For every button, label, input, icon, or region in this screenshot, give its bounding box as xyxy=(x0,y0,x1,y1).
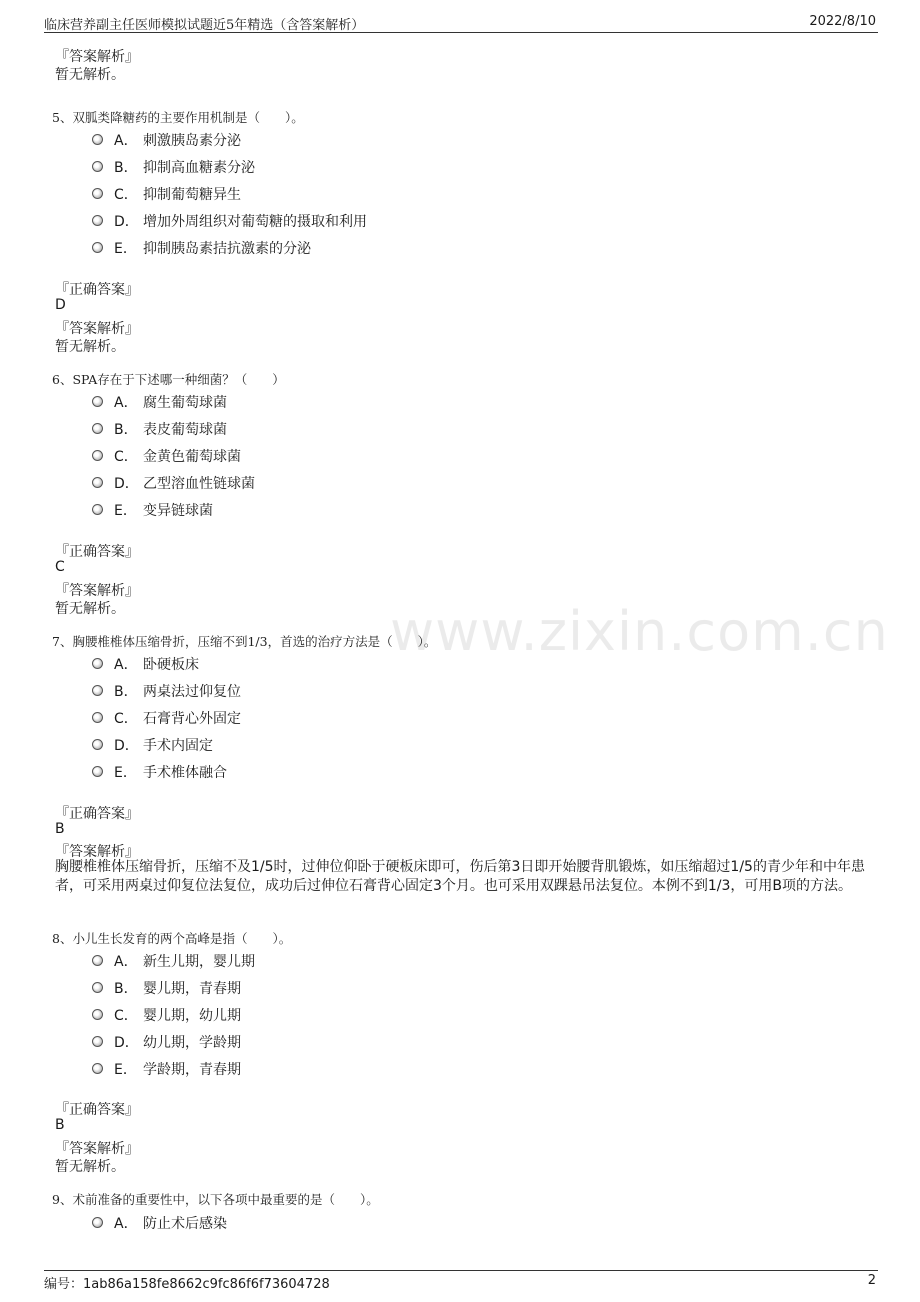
question-stem: 9、术前准备的重要性中，以下各项中最重要的是（ ）。 xyxy=(52,1192,379,1207)
answer-value: B xyxy=(55,1117,65,1133)
radio-icon[interactable] xyxy=(92,396,103,407)
option-text: 乙型溶血性链球菌 xyxy=(143,476,255,492)
option-letter: C． xyxy=(114,1008,138,1024)
watermark: www.zixin.com.cn xyxy=(390,600,889,663)
question-stem: 6、SPA存在于下述哪一种细菌？（ ） xyxy=(52,372,285,387)
option-letter: C． xyxy=(114,187,138,203)
option-letter: D． xyxy=(114,214,139,230)
radio-icon[interactable] xyxy=(92,188,103,199)
option-letter: A． xyxy=(114,1216,138,1232)
option-letter: D． xyxy=(114,1035,139,1051)
radio-icon[interactable] xyxy=(92,766,103,777)
option-letter: B． xyxy=(114,684,138,700)
option-text: 增加外周组织对葡萄糖的摄取和利用 xyxy=(143,214,367,230)
option-letter: D． xyxy=(114,476,139,492)
option-text: 金黄色葡萄球菌 xyxy=(143,449,241,465)
radio-icon[interactable] xyxy=(92,134,103,145)
radio-icon[interactable] xyxy=(92,450,103,461)
option-text: 手术内固定 xyxy=(143,738,213,754)
option-text: 抑制葡萄糖异生 xyxy=(143,187,241,203)
analysis-text: 暂无解析。 xyxy=(55,601,125,617)
radio-icon[interactable] xyxy=(92,161,103,172)
radio-icon[interactable] xyxy=(92,504,103,515)
radio-icon[interactable] xyxy=(92,242,103,253)
option-letter: A． xyxy=(114,657,138,673)
option-text: 手术椎体融合 xyxy=(143,765,227,781)
radio-icon[interactable] xyxy=(92,685,103,696)
radio-icon[interactable] xyxy=(92,955,103,966)
option-text: 变异链球菌 xyxy=(143,503,213,519)
option-letter: A． xyxy=(114,954,138,970)
analysis-text: 暂无解析。 xyxy=(55,1159,125,1175)
option-text: 表皮葡萄球菌 xyxy=(143,422,227,438)
radio-icon[interactable] xyxy=(92,1036,103,1047)
analysis-label: 『答案解析』 xyxy=(55,49,139,65)
option-letter: E． xyxy=(114,1062,137,1078)
option-letter: B． xyxy=(114,160,138,176)
option-text: 新生儿期，婴儿期 xyxy=(143,954,255,970)
option-letter: D． xyxy=(114,738,139,754)
question-stem: 8、小儿生长发育的两个高峰是指（ ）。 xyxy=(52,931,292,946)
radio-icon[interactable] xyxy=(92,1217,103,1228)
radio-icon[interactable] xyxy=(92,1063,103,1074)
radio-icon[interactable] xyxy=(92,982,103,993)
analysis-text: 暂无解析。 xyxy=(55,67,125,83)
page-header xyxy=(44,12,878,33)
option-text: 婴儿期，幼儿期 xyxy=(143,1008,241,1024)
answer-value: D xyxy=(55,297,66,313)
radio-icon[interactable] xyxy=(92,215,103,226)
option-letter: B． xyxy=(114,422,138,438)
option-text: 卧硬板床 xyxy=(143,657,199,673)
option-letter: E． xyxy=(114,241,137,257)
document-id: 编号：1ab86a158fe8662c9fc86f6f73604728 xyxy=(44,1277,330,1292)
option-letter: C． xyxy=(114,711,138,727)
analysis-text: 暂无解析。 xyxy=(55,339,125,355)
radio-icon[interactable] xyxy=(92,1009,103,1020)
option-text: 腐生葡萄球菌 xyxy=(143,395,227,411)
answer-value: B xyxy=(55,821,65,837)
document-title: 临床营养副主任医师模拟试题近5年精选（含答案解析） xyxy=(44,18,365,33)
option-letter: E． xyxy=(114,503,137,519)
option-text: 石膏背心外固定 xyxy=(143,711,241,727)
radio-icon[interactable] xyxy=(92,477,103,488)
analysis-label: 『答案解析』 xyxy=(55,1141,139,1157)
answer-label: 『正确答案』 xyxy=(55,544,139,560)
option-text: 两桌法过仰复位 xyxy=(143,684,241,700)
question-stem: 5、双胍类降糖药的主要作用机制是（ ）。 xyxy=(52,110,304,125)
option-text: 刺激胰岛素分泌 xyxy=(143,133,241,149)
option-text: 学龄期，青春期 xyxy=(143,1062,241,1078)
option-letter: B． xyxy=(114,981,138,997)
document-date: 2022/8/10 xyxy=(809,14,876,29)
option-text: 幼儿期，学龄期 xyxy=(143,1035,241,1051)
radio-icon[interactable] xyxy=(92,712,103,723)
option-letter: E． xyxy=(114,765,137,781)
analysis-label: 『答案解析』 xyxy=(55,844,139,860)
answer-value: C xyxy=(55,559,65,575)
analysis-text: 胸腰椎椎体压缩骨折，压缩不及1/5时，过伸位仰卧于硬板床即可，伤后第3日即开始腰背肌锻炼，如压缩超过1/5的青少年和中年患者，可采用两桌过仰复位法复位，成功后过伸位石膏背心固定3个月。也可采用双踝悬吊法复位。本例不到1/3，可用B项的方法。 xyxy=(55,859,865,894)
page-footer xyxy=(44,1270,878,1291)
answer-label: 『正确答案』 xyxy=(55,806,139,822)
answer-label: 『正确答案』 xyxy=(55,282,139,298)
radio-icon[interactable] xyxy=(92,423,103,434)
option-letter: A． xyxy=(114,395,138,411)
option-text: 婴儿期，青春期 xyxy=(143,981,241,997)
radio-icon[interactable] xyxy=(92,739,103,750)
option-letter: A． xyxy=(114,133,138,149)
analysis-label: 『答案解析』 xyxy=(55,321,139,337)
option-text: 抑制高血糖素分泌 xyxy=(143,160,255,176)
option-text: 抑制胰岛素拮抗激素的分泌 xyxy=(143,241,311,257)
radio-icon[interactable] xyxy=(92,658,103,669)
answer-label: 『正确答案』 xyxy=(55,1102,139,1118)
option-letter: C． xyxy=(114,449,138,465)
option-text: 防止术后感染 xyxy=(143,1216,227,1232)
page-number: 2 xyxy=(867,1273,876,1288)
question-stem: 7、胸腰椎椎体压缩骨折，压缩不到1/3，首选的治疗方法是（ ）。 xyxy=(52,634,437,649)
analysis-label: 『答案解析』 xyxy=(55,583,139,599)
